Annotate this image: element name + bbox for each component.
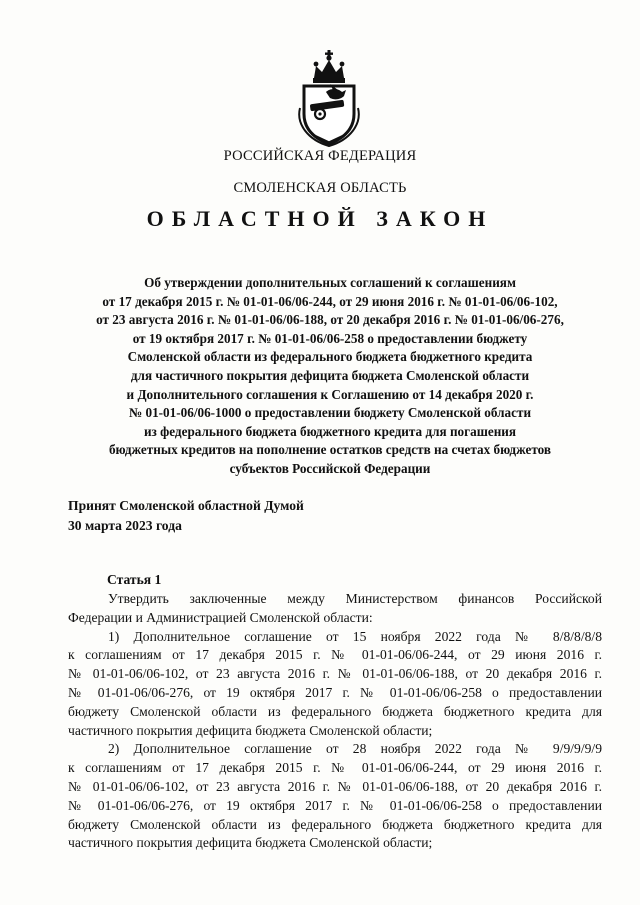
region-heading: СМОЛЕНСКАЯ ОБЛАСТЬ [233, 180, 407, 196]
title-line: и Дополнительного соглашения к Соглашению от 14 декабря 2020 г. [126, 386, 534, 402]
title-line: № 01-01-06/06-1000 о предоставлении бюджету Смоленской области [128, 405, 532, 421]
body-line: к соглашениям от 17 декабря 2015 г. № 01-01-06/06-244, от 29 июня 2016 г. [68, 647, 602, 663]
article-body [68, 590, 602, 853]
title-line: от 23 августа 2016 г. № 01-01-06/06-188, от 20 декабря 2016 г. № 01-01-06/06-276, [96, 312, 564, 328]
country-heading: РОССИЙСКАЯ ФЕДЕРАЦИЯ [223, 148, 417, 164]
title-line: из федерального бюджета бюджетного кредита для погашения [143, 423, 517, 439]
body-line: к соглашениям от 17 декабря 2015 г. № 01-01-06/06-244, от 29 июня 2016 г. [68, 760, 602, 776]
body-line: бюджету Смоленской области из федерального бюджета бюджетного кредита для [68, 816, 602, 832]
title-line: бюджетных кредитов на пополнение остатков средств на счетах бюджетов [108, 442, 552, 458]
body-line: Утвердить заключенные между Министерством финансов Российской [108, 591, 602, 606]
adopted-by: Принят Смоленской областной Думой [68, 498, 304, 513]
body-line: Федерации и Администрацией Смоленской области: [68, 609, 373, 625]
body-line: частичного покрытия дефицита бюджета Смоленской области; [68, 722, 433, 738]
law-type-heading: ОБЛАСТНОЙ ЗАКОН [146, 206, 494, 231]
title-line: от 19 октября 2017 г. № 01-01-06/06-258 о предоставлении бюджету [132, 330, 528, 346]
adopted-date: 30 марта 2023 года [68, 518, 182, 533]
article-title: Статья 1 [107, 572, 162, 587]
title-line: для частичного покрытия дефицита бюджета Смоленской области [130, 367, 530, 383]
title-line: от 17 декабря 2015 г. № 01-01-06/06-244, от 29 июня 2016 г. № 01-01-06/06-102, [102, 293, 558, 309]
body-line: № 01-01-06/06-102, от 23 августа 2016 г. № 01-01-06/06-188, от 20 декабря 2016 г. [68, 778, 602, 794]
coat-of-arms-icon [290, 48, 368, 148]
title-line: субъектов Российской Федерации [229, 460, 431, 476]
title-line: Смоленской области из федерального бюджета бюджетного кредита [127, 349, 533, 365]
body-line: 1) Дополнительное соглашение от 15 ноября 2022 года № 8/8/8/8/8 [108, 628, 602, 644]
body-line: № 01-01-06/06-102, от 23 августа 2016 г. № 01-01-06/06-188, от 20 декабря 2016 г. [68, 666, 602, 682]
body-line: частичного покрытия дефицита бюджета Смоленской области; [68, 835, 433, 851]
adoption-note [68, 496, 304, 536]
body-line: 2) Дополнительное соглашение от 28 ноября 2022 года № 9/9/9/9/9 [108, 741, 602, 757]
body-line: № 01-01-06/06-276, от 19 октября 2017 г. № 01-01-06/06-258 о предоставлении [68, 797, 602, 813]
law-title [60, 274, 600, 479]
body-line: № 01-01-06/06-276, от 19 октября 2017 г. № 01-01-06/06-258 о предоставлении [68, 684, 602, 700]
body-line: бюджету Смоленской области из федерального бюджета бюджетного кредита для [68, 703, 602, 719]
title-line: Об утверждении дополнительных соглашений к соглашениям [144, 275, 516, 290]
